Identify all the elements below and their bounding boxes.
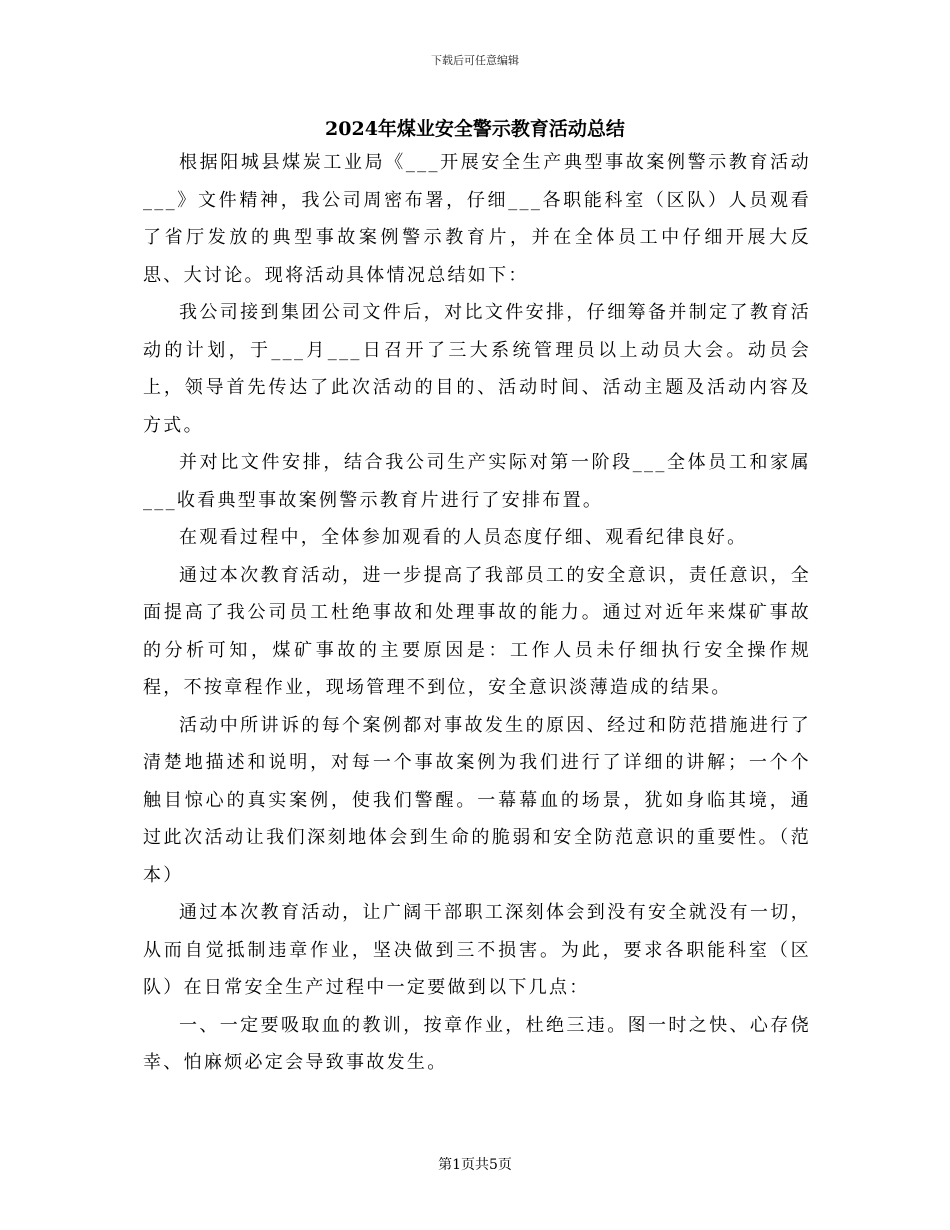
paragraph-5: 通过本次教育活动，进一步提高了我部员工的安全意识，责任意识，全面提高了我公司员工杜绝事故和处理事故的能力。通过对近年来煤矿事故的分析可知，煤矿事故的主要原因是：工作人员未仔细执行安全操作规程，不按章程作业，现场管理不到位，安全意识淡薄造成的结果。 xyxy=(143,564,811,698)
paragraph-7: 通过本次教育活动，让广阔干部职工深刻体会到没有安全就没有一切，从而自觉抵制违章作业，坚决做到三不损害。为此，要求各职能科室（区队）在日常安全生产过程中一定要做到以下几点： xyxy=(143,902,811,998)
paragraph-4: 在观看过程中，全体参加观看的人员态度仔细、观看纪律良好。 xyxy=(179,527,748,548)
document-title: 2024年煤业安全警示教育活动总结 xyxy=(325,118,625,140)
paragraph-1: 根据阳城县煤炭工业局《___开展安全生产典型事故案例警示教育活动___》文件精神，我公司周密布署，仔细___各职能科室（区队）人员观看了省厅发放的典型事故案例警示教育片，并在全体员工中仔细开展大反思、大讨论。现将活动具体情况总结如下： xyxy=(143,152,811,286)
paragraph-6: 活动中所讲诉的每个案例都对事故发生的原因、经过和防范措施进行了清楚地描述和说明，对每一个事故案例为我们进行了详细的讲解；一个个触目惊心的真实案例，使我们警醒。一幕幕血的场景，犹如身临其境，通过此次活动让我们深刻地体会到生命的脆弱和安全防范意识的重要性。（范本） xyxy=(143,714,811,886)
document-body xyxy=(143,144,811,1082)
page-header-note: 下载后可任意编辑 xyxy=(431,54,519,67)
paragraph-8: 一、一定要吸取血的教训，按章作业，杜绝三违。图一时之快、心存侥幸、怕麻烦必定会导致事故发生。 xyxy=(143,1014,811,1073)
paragraph-2: 我公司接到集团公司文件后，对比文件安排，仔细筹备并制定了教育活动的计划，于___月___日召开了三大系统管理员以上动员大会。动员会上，领导首先传达了此次活动的目的、活动时间、活动主题及活动内容及方式。 xyxy=(143,302,811,436)
paragraph-3: 并对比文件安排，结合我公司生产实际对第一阶段___全体员工和家属___收看典型事故案例警示教育片进行了安排布置。 xyxy=(143,452,811,511)
page-number-footer: 第1页共5页 xyxy=(438,1157,512,1173)
